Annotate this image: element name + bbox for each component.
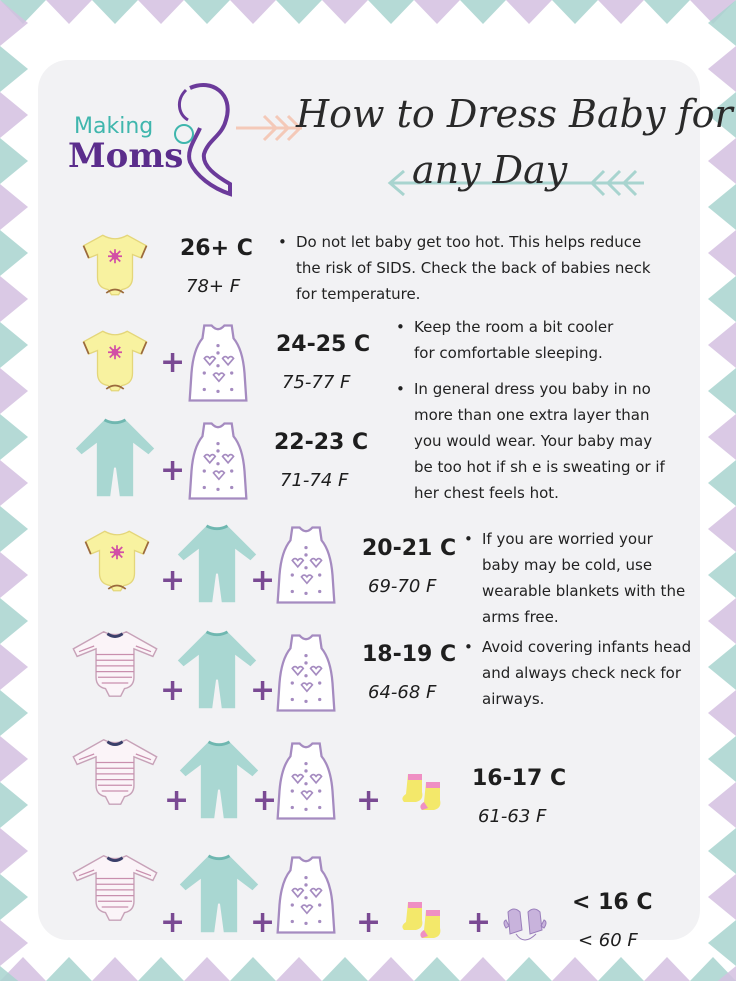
sleep-sack-icon xyxy=(274,522,338,612)
mittens-icon-graphic xyxy=(500,904,550,948)
bullet-icon: • xyxy=(396,318,405,336)
temp-fahrenheit-row-5: 64-68 F xyxy=(368,682,437,703)
temp-celsius-row-4: 20-21 C xyxy=(362,536,457,561)
socks-icon xyxy=(398,770,454,818)
tip-4 xyxy=(464,526,694,630)
short-sleeve-onesie-icon-graphic xyxy=(80,230,150,300)
short-sleeve-onesie-icon xyxy=(80,326,150,400)
long-sleeve-sleeper-icon-graphic xyxy=(72,416,158,502)
short-sleeve-onesie-icon-graphic xyxy=(82,526,152,596)
tip-1 xyxy=(278,229,658,307)
plus-sign-icon: + xyxy=(356,783,382,818)
temp-celsius-row-7: < 16 C xyxy=(572,890,653,915)
sleep-sack-icon-graphic xyxy=(274,630,338,716)
short-sleeve-onesie-icon xyxy=(80,230,150,304)
temp-celsius-row-5: 18-19 C xyxy=(362,642,457,667)
temp-celsius-row-1: 26+ C xyxy=(180,236,253,261)
temp-fahrenheit-row-4: 69-70 F xyxy=(368,576,437,597)
plus-sign-icon: + xyxy=(160,563,186,598)
socks-icon xyxy=(398,898,454,946)
tip-text: If you are worried your baby may be cold, use wearable blankets with the arms free. xyxy=(482,530,686,626)
logo-moms-text: Moms xyxy=(68,136,184,176)
long-sleeve-sleeper-icon xyxy=(176,738,262,828)
sleep-sack-icon xyxy=(274,630,338,720)
sleep-sack-icon xyxy=(274,738,338,828)
bullet-icon: • xyxy=(396,380,405,398)
sleep-sack-icon-graphic xyxy=(274,738,338,824)
long-sleeve-sleeper-icon xyxy=(174,522,260,612)
sleep-sack-icon-graphic xyxy=(186,320,250,406)
temp-celsius-row-2: 24-25 C xyxy=(276,332,371,357)
plus-sign-icon: + xyxy=(160,345,186,380)
tip-text: Keep the room a bit cooler for comfortable sleeping. xyxy=(414,318,614,362)
plus-sign-icon: + xyxy=(250,563,276,598)
long-sleeve-onesie-icon xyxy=(68,628,162,704)
temp-fahrenheit-row-2: 75-77 F xyxy=(282,372,351,393)
sleep-sack-icon-graphic xyxy=(274,852,338,938)
plus-sign-icon: + xyxy=(160,453,186,488)
long-sleeve-onesie-icon-graphic xyxy=(68,736,162,808)
short-sleeve-onesie-icon-graphic xyxy=(80,326,150,396)
plus-sign-icon: + xyxy=(160,673,186,708)
sleep-sack-icon xyxy=(274,852,338,942)
sleep-sack-icon-graphic xyxy=(274,522,338,608)
temp-fahrenheit-row-7: < 60 F xyxy=(578,930,638,951)
bullet-icon: • xyxy=(278,233,287,251)
tip-text: Avoid covering infants head and always check neck for airways. xyxy=(482,638,692,708)
temp-fahrenheit-row-6: 61-63 F xyxy=(478,806,547,827)
bullet-icon: • xyxy=(464,530,473,548)
page-title-line-2: any Day xyxy=(412,148,568,192)
long-sleeve-sleeper-icon-graphic xyxy=(174,628,260,714)
plus-sign-icon: + xyxy=(160,905,186,940)
socks-icon-graphic xyxy=(398,898,454,942)
plus-sign-icon: + xyxy=(466,905,492,940)
plus-sign-icon: + xyxy=(250,673,276,708)
logo-making-text: Making xyxy=(74,114,154,139)
socks-icon-graphic xyxy=(398,770,454,814)
long-sleeve-sleeper-icon xyxy=(174,628,260,718)
temp-fahrenheit-row-1: 78+ F xyxy=(186,276,241,297)
plus-sign-icon: + xyxy=(252,783,278,818)
long-sleeve-sleeper-icon-graphic xyxy=(176,738,262,824)
tip-text: In general dress you baby in no more than one extra layer than you would wear. Your baby may be too hot if sh e is sweating or if her chest feels hot. xyxy=(414,380,665,502)
bullet-icon: • xyxy=(464,638,473,656)
sleep-sack-icon xyxy=(186,320,250,410)
mittens-icon xyxy=(500,904,550,952)
temp-celsius-row-6: 16-17 C xyxy=(472,766,567,791)
long-sleeve-onesie-icon xyxy=(68,852,162,928)
tip-5 xyxy=(464,634,694,712)
plus-sign-icon: + xyxy=(164,783,190,818)
logo xyxy=(68,80,238,200)
temp-fahrenheit-row-3: 71-74 F xyxy=(280,470,349,491)
sleep-sack-icon xyxy=(186,418,250,508)
long-sleeve-onesie-icon-graphic xyxy=(68,852,162,924)
long-sleeve-sleeper-icon-graphic xyxy=(174,522,260,608)
long-sleeve-onesie-icon-graphic xyxy=(68,628,162,700)
tip-3 xyxy=(396,376,672,506)
plus-sign-icon: + xyxy=(250,905,276,940)
pink-arrow-decoration-icon xyxy=(236,108,304,148)
temp-celsius-row-3: 22-23 C xyxy=(274,430,369,455)
tip-2 xyxy=(396,314,636,366)
page-title-line-1: How to Dress Baby for xyxy=(296,92,733,136)
sleep-sack-icon-graphic xyxy=(186,418,250,504)
long-sleeve-sleeper-icon xyxy=(72,416,158,506)
plus-sign-icon: + xyxy=(356,905,382,940)
short-sleeve-onesie-icon xyxy=(82,526,152,600)
long-sleeve-onesie-icon xyxy=(68,736,162,812)
tip-text: Do not let baby get too hot. This helps reduce the risk of SIDS. Check the back of babies neck for temperature. xyxy=(296,233,651,303)
